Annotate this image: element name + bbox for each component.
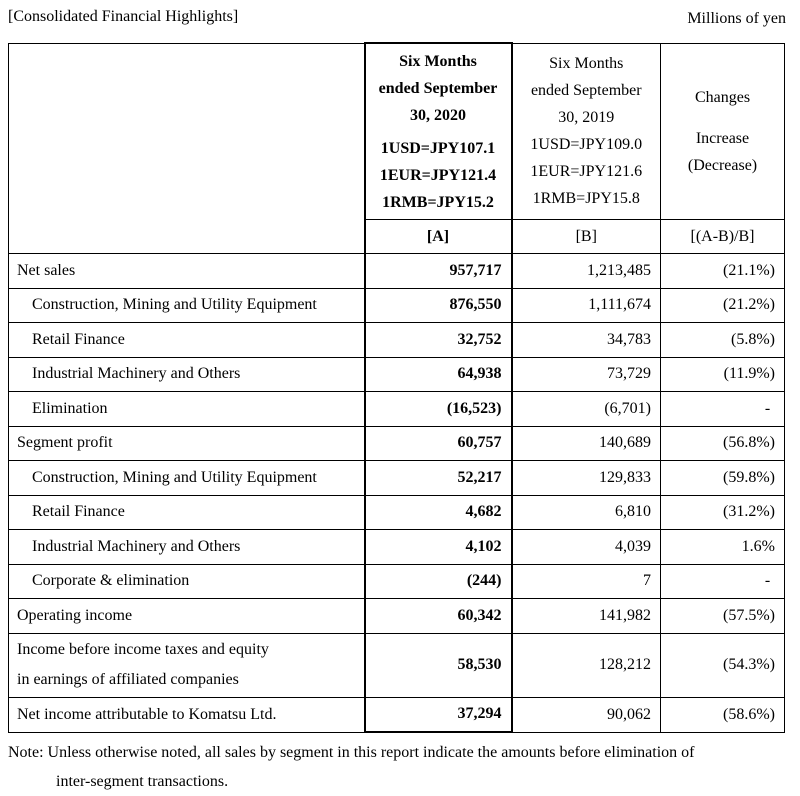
row-change: (11.9%) xyxy=(661,357,785,392)
table-row xyxy=(9,530,785,565)
row-value-b: 140,689 xyxy=(512,426,661,461)
column-c-line1: Changes xyxy=(694,88,751,106)
row-value-b: 73,729 xyxy=(512,357,661,392)
row-label xyxy=(9,633,365,697)
row-value-a: 4,102 xyxy=(365,530,512,565)
table-row xyxy=(9,599,785,634)
row-label: Elimination xyxy=(9,392,365,427)
table-row xyxy=(9,254,785,289)
financial-highlights-table xyxy=(8,42,785,733)
row-change: (57.5%) xyxy=(661,599,785,634)
row-change: (21.1%) xyxy=(661,254,785,289)
row-change: - xyxy=(661,392,785,427)
row-value-a: 60,757 xyxy=(365,426,512,461)
row-label: Retail Finance xyxy=(9,495,365,530)
column-b-tag: [B] xyxy=(512,220,661,254)
column-c-line2: Increase xyxy=(695,129,750,147)
row-value-b: 129,833 xyxy=(512,461,661,496)
row-label-line2: in earnings of affiliated companies xyxy=(17,671,239,688)
column-b-rate-rmb: 1RMB=JPY15.8 xyxy=(532,190,640,208)
column-c-header xyxy=(661,43,785,220)
unit-label: Millions of yen xyxy=(687,10,786,27)
column-c-tag: [(A-B)/B] xyxy=(661,220,785,254)
row-change: (54.3%) xyxy=(661,633,785,697)
row-label: Operating income xyxy=(9,599,365,634)
row-value-a: 60,342 xyxy=(365,599,512,634)
row-value-b: 6,810 xyxy=(512,495,661,530)
row-value-a: 957,717 xyxy=(365,254,512,289)
footnote-line1: Note: Unless otherwise noted, all sales by segment in this report indicate the amounts before elimination of xyxy=(8,744,695,761)
row-value-a: 37,294 xyxy=(365,697,512,732)
column-b-rate-usd: 1USD=JPY109.0 xyxy=(530,136,643,154)
table-row xyxy=(9,426,785,461)
column-a-rate-rmb: 1RMB=JPY15.2 xyxy=(382,193,494,211)
row-value-a: 52,217 xyxy=(365,461,512,496)
row-value-b: 90,062 xyxy=(512,697,661,732)
row-value-b: 7 xyxy=(512,564,661,599)
column-a-header xyxy=(365,43,512,220)
table-row xyxy=(9,633,785,697)
row-change: (31.2%) xyxy=(661,495,785,530)
row-label-line1: Income before income taxes and equity xyxy=(17,641,269,658)
table-row xyxy=(9,564,785,599)
table-row xyxy=(9,461,785,496)
row-change: (58.6%) xyxy=(661,697,785,732)
row-change: - xyxy=(661,564,785,599)
row-label: Corporate & elimination xyxy=(9,564,365,599)
column-a-tag: [A] xyxy=(365,220,512,254)
row-change: 1.6% xyxy=(661,530,785,565)
row-value-a: (244) xyxy=(365,564,512,599)
column-a-rate-usd: 1USD=JPY107.1 xyxy=(380,139,496,157)
row-label: Construction, Mining and Utility Equipment xyxy=(9,461,365,496)
table-row xyxy=(9,697,785,732)
column-b-line1: Six Months xyxy=(549,55,624,73)
column-a-line1: Six Months xyxy=(399,52,477,70)
row-value-b: 1,111,674 xyxy=(512,288,661,323)
footnote-line2: inter-segment transactions. xyxy=(56,773,229,790)
row-value-a: 32,752 xyxy=(365,323,512,358)
row-value-b: 4,039 xyxy=(512,530,661,565)
row-label: Construction, Mining and Utility Equipment xyxy=(9,288,365,323)
row-value-a: 64,938 xyxy=(365,357,512,392)
row-value-a: 4,682 xyxy=(365,495,512,530)
row-change: (59.8%) xyxy=(661,461,785,496)
footnote xyxy=(8,738,790,796)
row-value-b: 1,213,485 xyxy=(512,254,661,289)
row-value-a: 876,550 xyxy=(365,288,512,323)
row-label: Net sales xyxy=(9,254,365,289)
column-a-line3: 30, 2020 xyxy=(410,106,466,124)
report-title: [Consolidated Financial Highlights] xyxy=(8,8,239,25)
column-a-line2: ended September xyxy=(378,79,498,97)
column-b-rate-eur: 1EUR=JPY121.6 xyxy=(530,163,643,181)
row-label: Segment profit xyxy=(9,426,365,461)
row-label: Net income attributable to Komatsu Ltd. xyxy=(9,697,365,732)
table-row xyxy=(9,495,785,530)
table-row xyxy=(9,288,785,323)
row-value-b: 141,982 xyxy=(512,599,661,634)
row-label: Retail Finance xyxy=(9,323,365,358)
row-value-b: 128,212 xyxy=(512,633,661,697)
column-b-header xyxy=(512,43,661,220)
column-a-rate-eur: 1EUR=JPY121.4 xyxy=(379,166,497,184)
table-row xyxy=(9,392,785,427)
row-change: (56.8%) xyxy=(661,426,785,461)
header-empty-cell xyxy=(9,43,365,254)
column-b-line2: ended September xyxy=(530,82,642,100)
row-label: Industrial Machinery and Others xyxy=(9,530,365,565)
table-header-row xyxy=(9,43,785,220)
row-value-b: 34,783 xyxy=(512,323,661,358)
column-b-line3: 30, 2019 xyxy=(558,109,615,127)
table-row xyxy=(9,323,785,358)
column-c-line3: (Decrease) xyxy=(687,156,758,174)
row-label: Industrial Machinery and Others xyxy=(9,357,365,392)
table-row xyxy=(9,357,785,392)
row-change: (21.2%) xyxy=(661,288,785,323)
row-change: (5.8%) xyxy=(661,323,785,358)
row-value-b: (6,701) xyxy=(512,392,661,427)
row-value-a: 58,530 xyxy=(365,633,512,697)
row-value-a: (16,523) xyxy=(365,392,512,427)
